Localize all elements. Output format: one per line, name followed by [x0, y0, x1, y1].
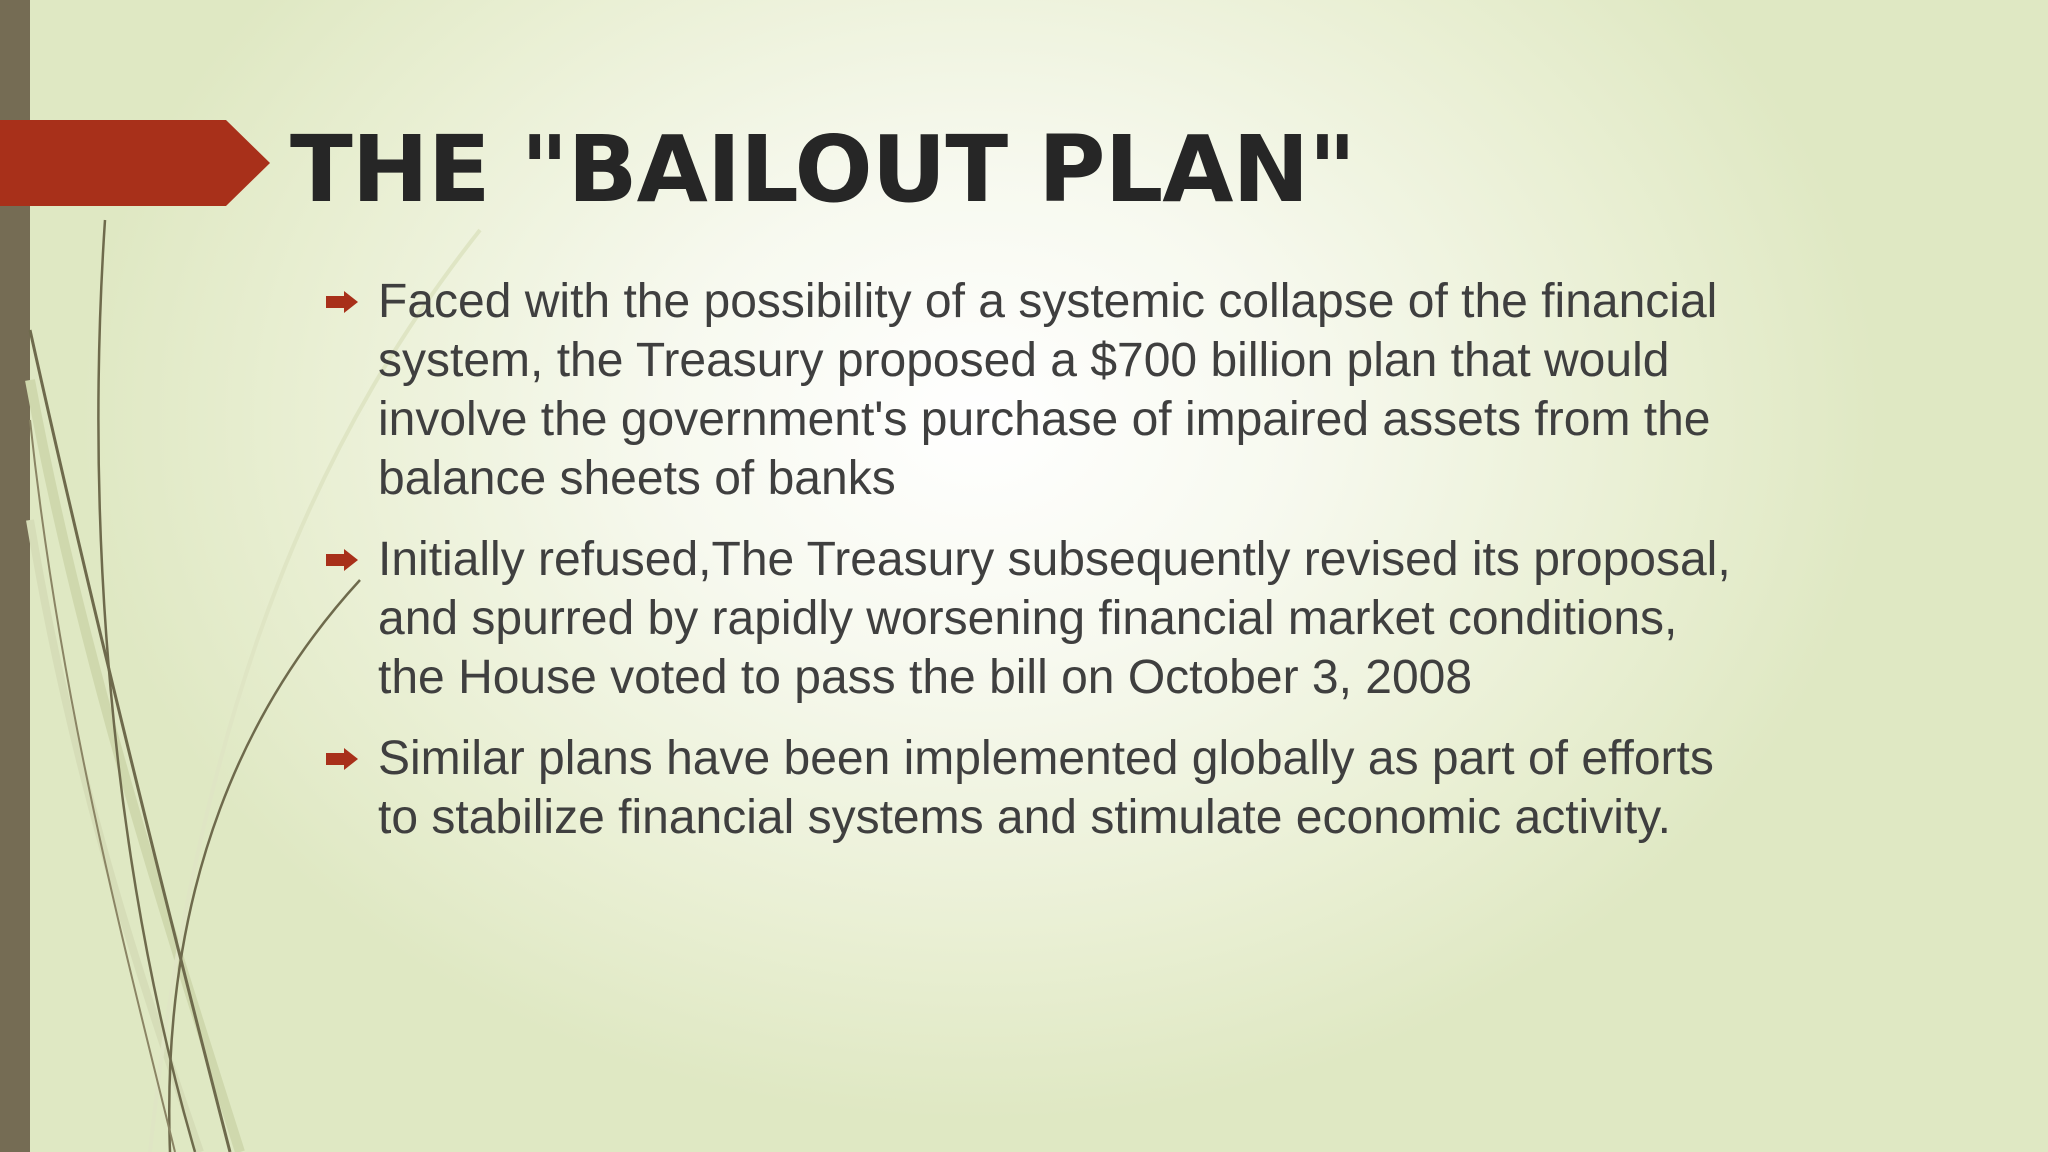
arrow-right-icon: [324, 290, 360, 314]
bullet-item: [320, 729, 1740, 847]
title-arrow-shape: [0, 120, 270, 206]
bullet-item: [320, 272, 1740, 508]
bullet-text: Initially refused,The Treasury subsequently revised its proposal, and spurred by rapidly worsening financial market conditions, the House voted to pass the bill on October 3, 2008: [378, 533, 1731, 704]
bullet-item: [320, 530, 1740, 707]
arrow-right-icon: [324, 548, 360, 572]
bullet-list: [320, 272, 1740, 869]
arrow-right-icon: [324, 747, 360, 771]
slide-title: THE "BAILOUT PLAN": [290, 116, 1356, 223]
bullet-text: Faced with the possibility of a systemic collapse of the financial system, the Treasury proposed a $700 billion plan that would involve the government's purchase of impaired assets from the balance sheets of banks: [378, 275, 1718, 505]
bullet-text: Similar plans have been implemented globally as part of efforts to stabilize financial systems and stimulate economic activity.: [378, 732, 1714, 844]
